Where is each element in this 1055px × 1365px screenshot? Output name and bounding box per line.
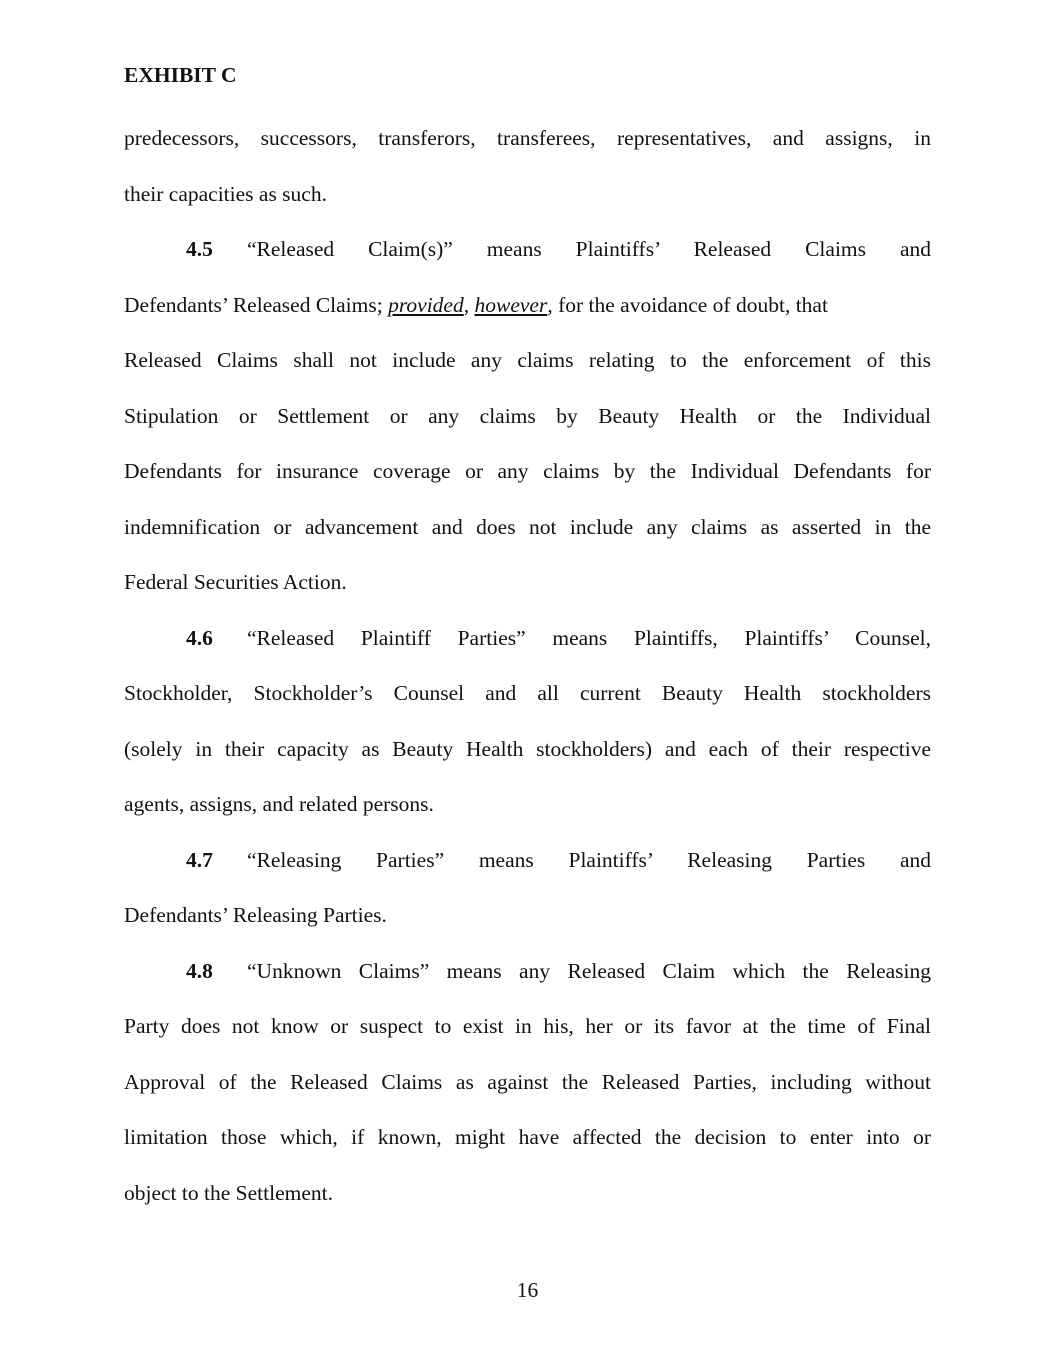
section-4-5-heading-line [124, 222, 931, 278]
page-number: 16 [516, 1278, 539, 1302]
text-segment: , for the avoidance of doubt, that [547, 292, 828, 317]
text-line: Defendants for insurance coverage or any claims by the Individual Defendants for [124, 459, 931, 483]
text-line: “Releasing Parties” means Plaintiffs’ Releasing Parties and [247, 847, 931, 872]
text-line: “Released Plaintiff Parties” means Plaintiffs, Plaintiffs’ Counsel, [247, 625, 931, 650]
text-line: limitation those which, if known, might have affected the decision to enter into or [124, 1125, 931, 1149]
text-line: agents, assigns, and related persons. [124, 792, 434, 816]
text-line: their capacities as such. [124, 181, 327, 206]
section-4-8-heading-line [124, 944, 931, 1000]
text-line: Party does not know or suspect to exist in his, her or its favor at the time of Final [124, 1014, 931, 1038]
section-number: 4.7 [186, 847, 213, 872]
text-line: Federal Securities Action. [124, 570, 347, 594]
section-4-6-heading-line [124, 611, 931, 667]
emphasis-provided: provided [388, 292, 464, 317]
text-line [124, 278, 931, 334]
text-segment: , [463, 292, 475, 317]
text-line: Approval of the Released Claims as against the Released Parties, including without [124, 1069, 931, 1094]
section-number: 4.8 [186, 958, 213, 983]
text-line: (solely in their capacity as Beauty Health stockholders) and each of their respective [124, 736, 931, 761]
text-line: predecessors, successors, transferors, transferees, representatives, and assigns, in [124, 126, 931, 150]
text-line: object to the Settlement. [124, 1180, 333, 1205]
text-line: “Unknown Claims” means any Released Claim which the Releasing [247, 958, 931, 983]
text-line: Stockholder, Stockholder’s Counsel and all current Beauty Health stockholders [124, 681, 931, 705]
text-line: Defendants’ Releasing Parties. [124, 903, 387, 927]
text-line: “Released Claim(s)” means Plaintiffs’ Released Claims and [247, 237, 931, 261]
emphasis-however: however [474, 292, 548, 317]
text-line: Stipulation or Settlement or any claims by Beauty Health or the Individual [124, 403, 931, 428]
exhibit-title: EXHIBIT C [124, 63, 237, 87]
text-line: Released Claims shall not include any claims relating to the enforcement of this [124, 348, 931, 372]
text-segment: Defendants’ Released Claims; [124, 292, 389, 317]
section-number: 4.6 [186, 625, 213, 650]
text-line: indemnification or advancement and does not include any claims as asserted in the [124, 514, 931, 539]
document-body [124, 111, 931, 1221]
section-number: 4.5 [186, 237, 213, 261]
section-4-7-heading-line [124, 833, 931, 889]
